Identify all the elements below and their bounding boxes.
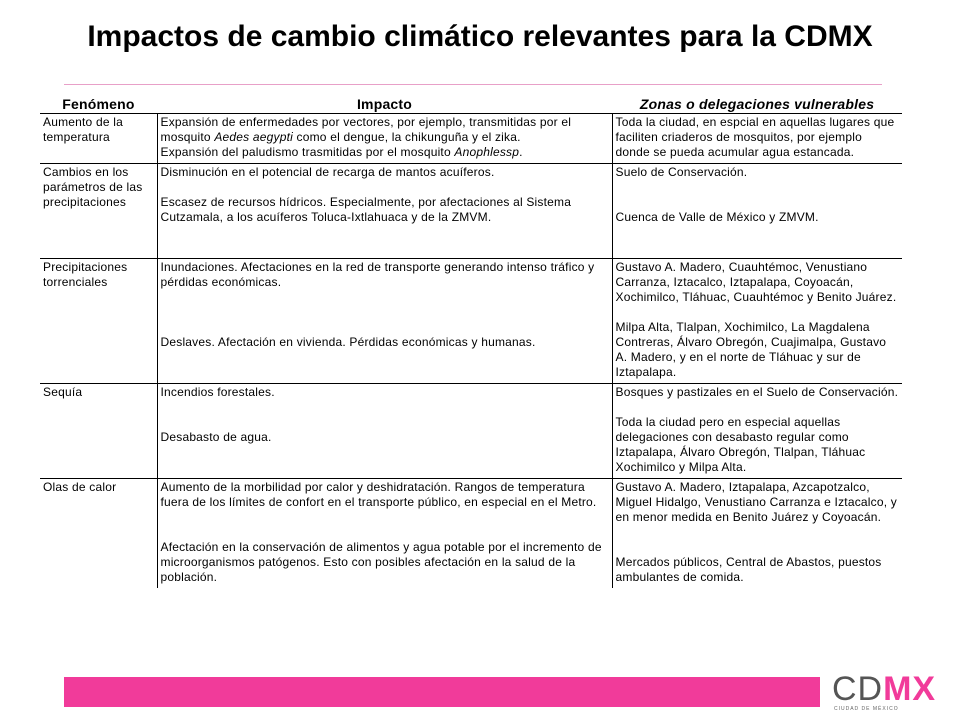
table-row <box>40 259 902 384</box>
cell-zonas <box>612 259 902 384</box>
zonas-text: Mercados públicos, Central de Abastos, puestos ambulantes de comida. <box>615 555 882 584</box>
page-title: Impactos de cambio climático relevantes para la CDMX <box>87 20 873 53</box>
zonas-text: Milpa Alta, Tlalpan, Xochimilco, La Magdalena Contreras, Álvaro Obregón, Cuajimalpa, Gustavo A. Madero, y en el norte de Tláhuac y sur de Iztapalapa. <box>615 320 887 379</box>
header-fenomeno: Fenómeno <box>40 96 157 114</box>
cell-fenomeno <box>40 114 157 164</box>
cell-fenomeno <box>40 259 157 384</box>
header-impacto: Impacto <box>157 96 612 114</box>
cell-zonas <box>612 384 902 479</box>
cdmx-logo <box>832 670 937 712</box>
logo-subtitle: CIUDAD DE MÉXICO <box>834 706 899 712</box>
table-header-row <box>40 96 902 114</box>
impacto-text: Deslaves. Afectación en vivienda. Pérdidas económicas y humanas. <box>160 335 536 349</box>
zonas-text: Gustavo A. Madero, Iztapalapa, Azcapotzalco, Miguel Hidalgo, Venustiano Carranza e Iztacalco, y en menor medida en Benito Juárez y Coyoacán. <box>615 480 897 524</box>
fenomeno-text: Aumento de la temperatura <box>43 115 123 144</box>
cell-zonas <box>612 479 902 589</box>
impacto-text: Escasez de recursos hídricos. Especialmente, por afectaciones al Sistema Cutzamala, a los acuíferos Toluca-Ixtlahuaca y de la ZMVM. <box>160 195 572 224</box>
zonas-text: Bosques y pastizales en el Suelo de Conservación. <box>615 385 899 399</box>
impacto-text: Desabasto de agua. <box>160 430 272 444</box>
zonas-text: Toda la ciudad pero en especial aquellas delegaciones con desabasto regular como Iztapalapa, Álvaro Obregón, Tlalpan, Tláhuac Xochimilco y Milpa Alta. <box>615 415 866 474</box>
logo-mx: MX <box>883 670 937 708</box>
logo-cd: CD <box>832 670 884 708</box>
impacto-text: Afectación en la conservación de alimentos y agua potable por el incremento de microorganismos patógenos. Esto con posibles afectación en la salud de la población. <box>160 540 602 584</box>
impacto-text: Inundaciones. Afectaciones en la red de transporte generando intenso tráfico y pérdidas económicas. <box>160 260 595 289</box>
fenomeno-text: Sequía <box>43 385 83 399</box>
cell-fenomeno <box>40 384 157 479</box>
zonas-text: Suelo de Conservación. <box>615 165 748 179</box>
zonas-text: Gustavo A. Madero, Cuauhtémoc, Venustiano Carranza, Iztacalco, Iztapalapa, Coyoacán, Xochimilco, Tláhuac, Cuauhtémoc y Benito Juárez. <box>615 260 897 304</box>
table-row <box>40 479 902 589</box>
cell-impacto <box>157 114 612 164</box>
logo-wordmark <box>832 670 937 708</box>
cell-impacto <box>157 259 612 384</box>
footer-accent-bar <box>64 677 820 707</box>
impacto-text: Aumento de la morbilidad por calor y deshidratación. Rangos de temperatura fuera de los límites de confort en el transporte público, en especial en el Metro. <box>160 480 597 509</box>
zonas-text: Cuenca de Valle de México y ZMVM. <box>615 210 819 224</box>
impacto-text: Expansión de enfermedades por vectores, por ejemplo, transmitidas por el mosquito Aedes aegypti como el dengue, la chikunguña y el zika. <box>160 115 572 144</box>
cell-impacto <box>157 164 612 259</box>
cell-fenomeno <box>40 479 157 589</box>
header-zonas: Zonas o delegaciones vulnerables <box>612 96 902 114</box>
cell-impacto <box>157 384 612 479</box>
zonas-text: Toda la ciudad, en espcial en aquellas lugares que faciliten criaderos de mosquitos, por ejemplo donde se pueda acumular agua estancada. <box>615 115 895 159</box>
fenomeno-text: Cambios en los parámetros de las precipitaciones <box>43 165 143 209</box>
table-row <box>40 114 902 164</box>
title-divider <box>64 84 882 85</box>
cell-impacto <box>157 479 612 589</box>
impacto-text: Incendios forestales. <box>160 385 275 399</box>
table-row <box>40 164 902 259</box>
impacto-text: Disminución en el potencial de recarga de mantos acuíferos. <box>160 165 495 179</box>
cell-zonas <box>612 164 902 259</box>
fenomeno-text: Olas de calor <box>43 480 117 494</box>
cell-fenomeno <box>40 164 157 259</box>
table-row <box>40 384 902 479</box>
impacto-text: Expansión del paludismo trasmitidas por el mosquito Anophlessp. <box>160 145 523 159</box>
cell-zonas <box>612 114 902 164</box>
impacts-table <box>40 96 902 588</box>
fenomeno-text: Precipitaciones torrenciales <box>43 260 128 289</box>
